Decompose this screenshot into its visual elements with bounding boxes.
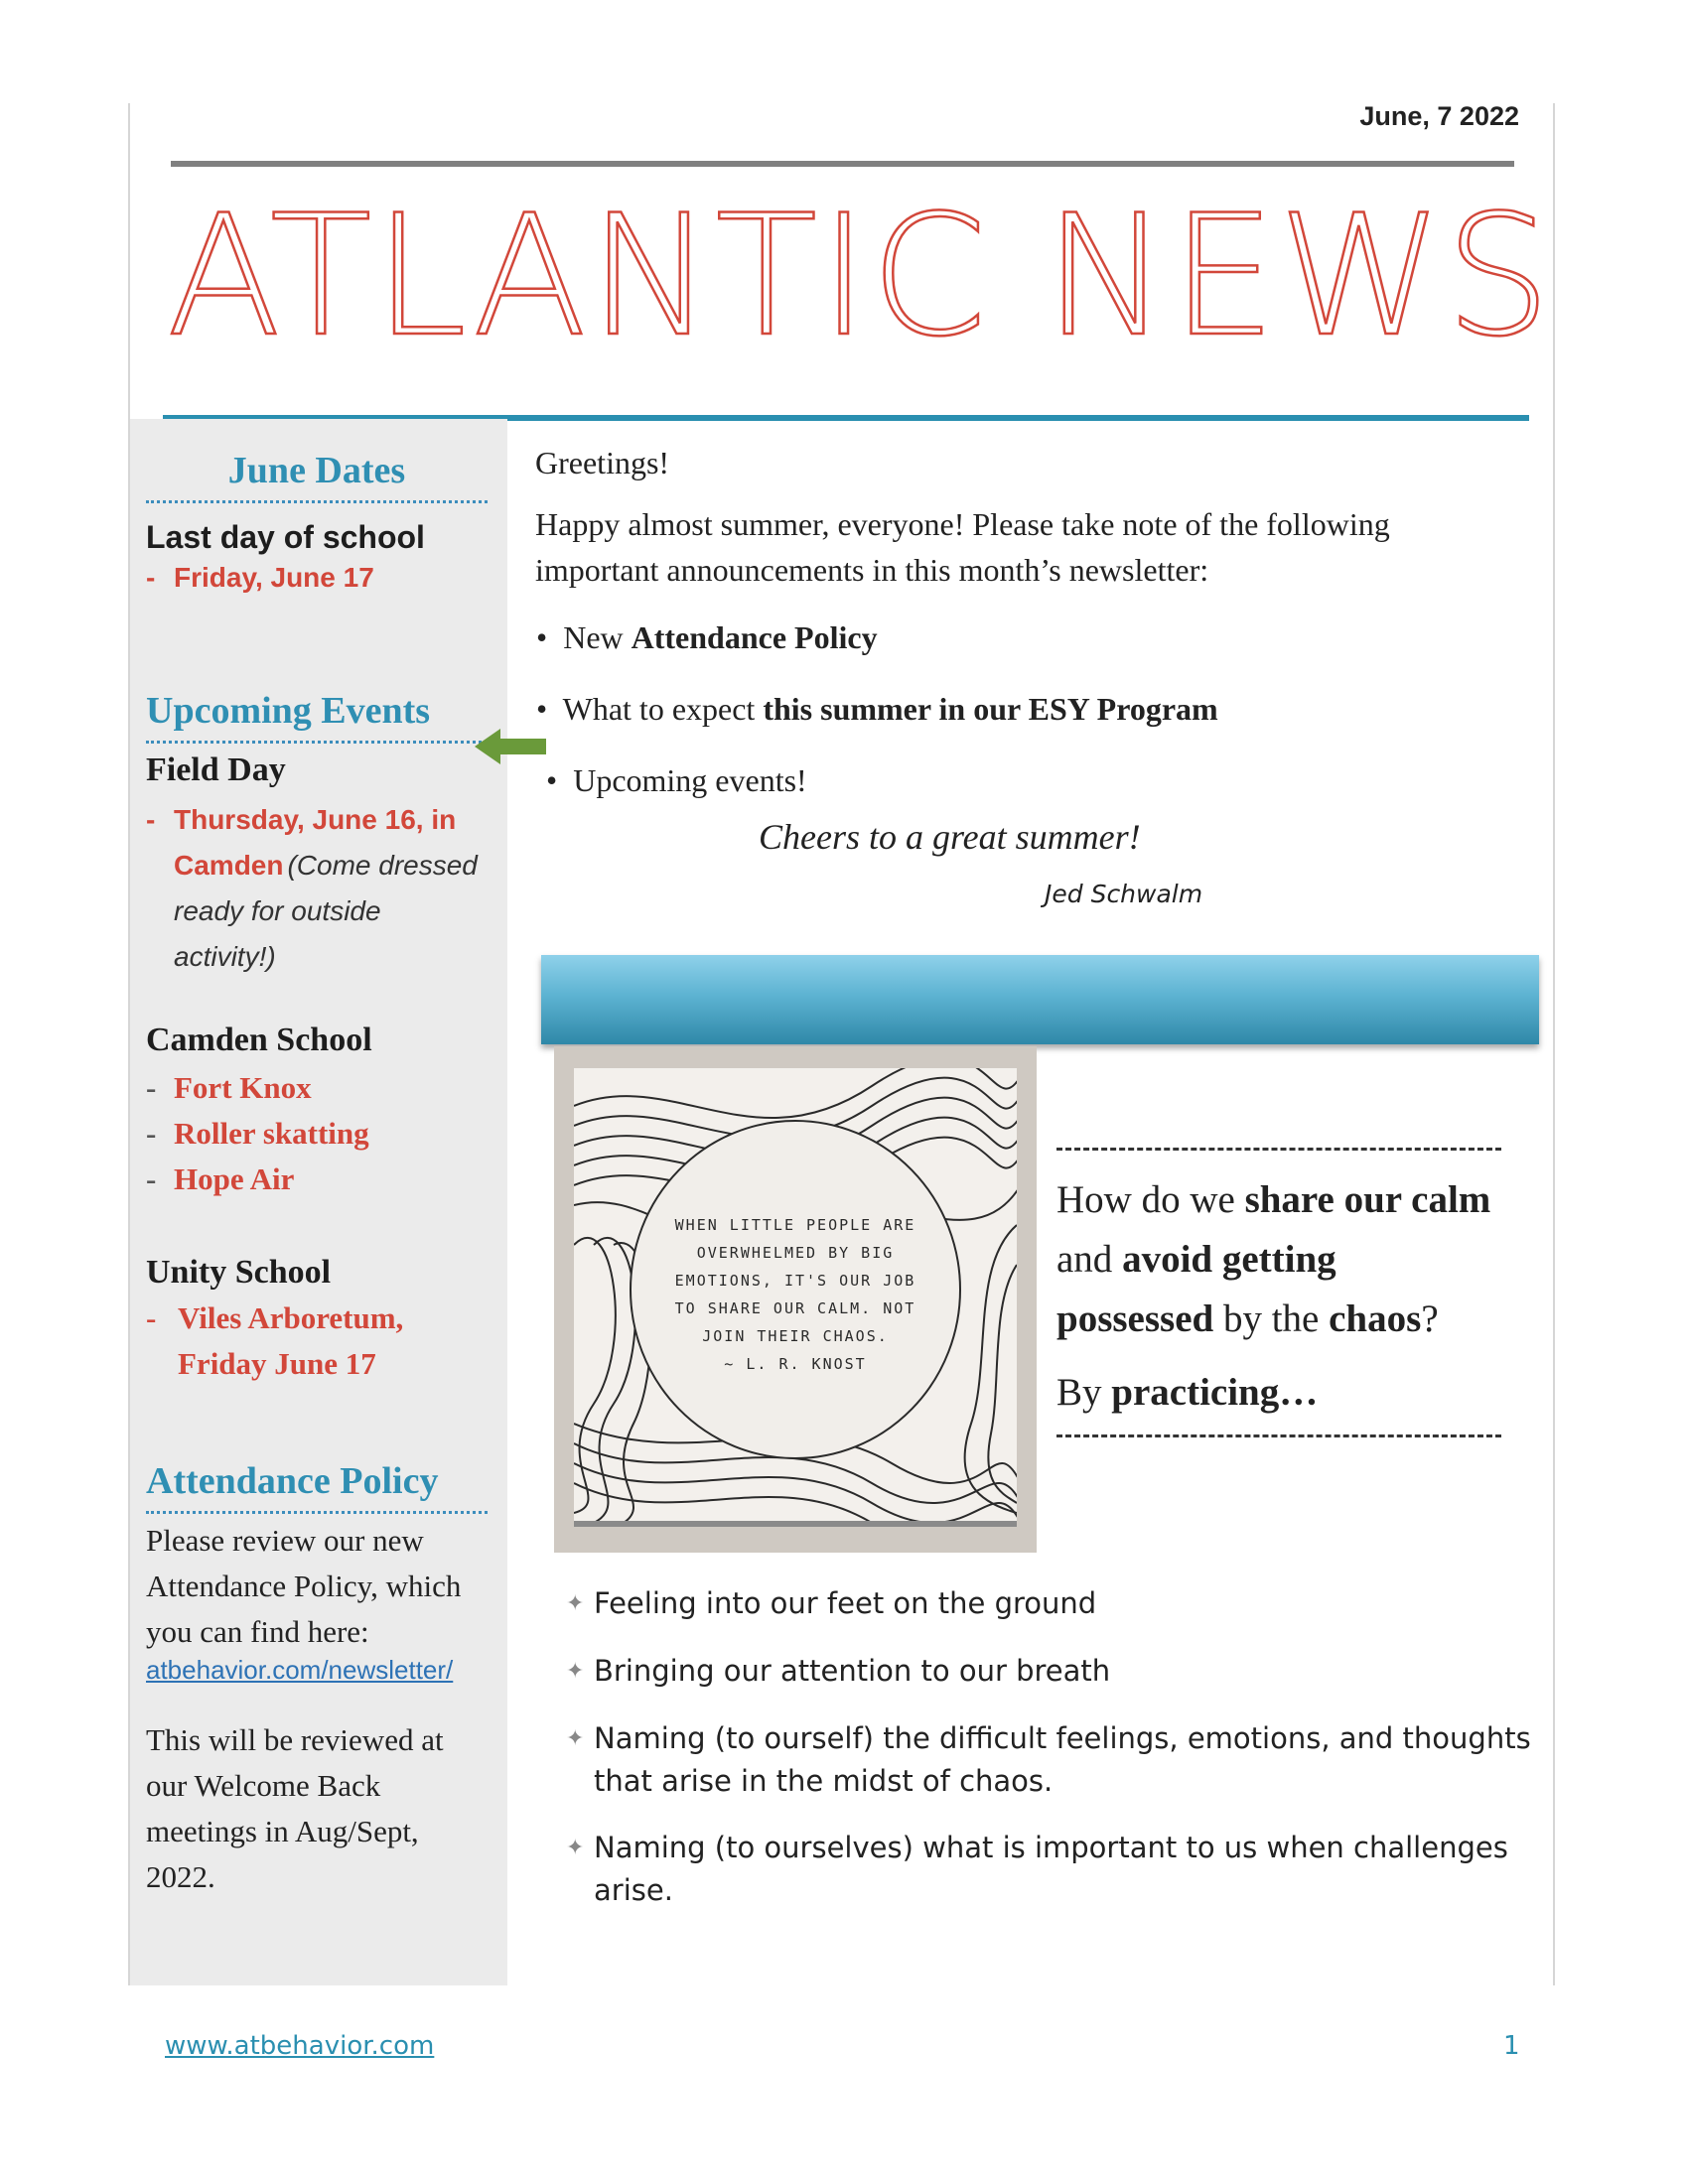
unity-item: - Viles Arboretum, Friday June 17 bbox=[146, 1300, 404, 1381]
issue-date: June, 7 2022 bbox=[1359, 101, 1519, 131]
last-day-date-text: Friday, June 17 bbox=[174, 562, 374, 593]
attendance-section bbox=[146, 1459, 488, 1900]
practice-item: ✦ Feeling into our feet on the ground bbox=[566, 1582, 1539, 1625]
masthead-title: ATLANTIC NEWS bbox=[167, 179, 1554, 373]
left-arrow-icon bbox=[475, 725, 550, 768]
signature: Jed Schwalm bbox=[1045, 880, 1203, 908]
question-box bbox=[1056, 1148, 1501, 1437]
camden-item: - Roller skatting bbox=[146, 1116, 369, 1151]
camden-item: - Hope Air bbox=[146, 1161, 295, 1196]
attendance-link[interactable]: atbehavior.com/newsletter/ bbox=[146, 1655, 454, 1685]
practice-item: ✦ Naming (to ourselves) what is important to us when challenges arise. bbox=[566, 1827, 1539, 1912]
june-dates-section bbox=[146, 449, 488, 594]
attendance-body: Please review our new Attendance Policy, which you can find here: bbox=[146, 1523, 462, 1649]
question-by: By practicing… bbox=[1056, 1371, 1319, 1414]
field-day-date: Thursday, June 16, in Camden bbox=[174, 804, 457, 881]
field-day-title: Field Day bbox=[146, 751, 286, 788]
quote-photo bbox=[554, 1046, 1037, 1553]
june-dates-heading: June Dates bbox=[146, 449, 488, 503]
page-number: 1 bbox=[1503, 2031, 1520, 2061]
sparkle-icon: ✦ bbox=[566, 1659, 585, 1684]
upcoming-events-heading: Upcoming Events bbox=[146, 689, 488, 744]
intro-text: Happy almost summer, everyone! Please take note of the following important announcements in this month’s newsletter: bbox=[535, 506, 1390, 588]
last-day-date: - Friday, June 17 bbox=[146, 562, 374, 593]
greeting: Greetings! bbox=[535, 445, 670, 480]
field-day-detail: - Thursday, June 16, in Camden (Come dressed ready for outside activity!) bbox=[146, 804, 478, 972]
bullet-item: • What to expect this summer in our ESY Program bbox=[536, 691, 1218, 727]
sparkle-icon: ✦ bbox=[566, 1591, 585, 1616]
top-rule bbox=[171, 161, 1514, 167]
sparkle-icon: ✦ bbox=[566, 1726, 585, 1751]
attendance-note: This will be reviewed at our Welcome Back meetings in Aug/Sept, 2022. bbox=[146, 1722, 444, 1894]
question-text: How do we share our calm and avoid getting possessed by the chaos? bbox=[1056, 1178, 1491, 1340]
practice-item: ✦ Naming (to ourself) the difficult feelings, emotions, and thoughts that arise in the midst of chaos. bbox=[566, 1717, 1539, 1803]
page-border-right bbox=[1553, 103, 1555, 1985]
camden-list bbox=[146, 1065, 488, 1202]
sparkle-icon: ✦ bbox=[566, 1836, 585, 1860]
camden-item: - Fort Knox bbox=[146, 1070, 312, 1105]
upcoming-events-section bbox=[146, 689, 488, 1387]
bullet-item: • Upcoming events! bbox=[546, 762, 807, 798]
camden-title: Camden School bbox=[146, 1022, 372, 1058]
sidebar bbox=[130, 419, 507, 1985]
field-day-note: (Come dressed ready for outside activity!) bbox=[174, 850, 478, 972]
unity-title: Unity School bbox=[146, 1254, 332, 1291]
bullet-item: • New Attendance Policy bbox=[536, 619, 878, 655]
quote-text: WHEN LITTLE PEOPLE ARE OVERWHELMED BY BIG EMOTIONS, IT'S OUR JOB TO SHARE OUR CALM. NOT JOIN THEIR CHAOS. ~ L. R. KNOST bbox=[674, 1216, 916, 1373]
cheers-text: Cheers to a great summer! bbox=[759, 817, 1141, 857]
attendance-heading: Attendance Policy bbox=[146, 1459, 488, 1514]
last-day-title: Last day of school bbox=[146, 519, 425, 555]
practice-item: ✦ Bringing our attention to our breath bbox=[566, 1650, 1539, 1693]
footer-website-link[interactable]: www.atbehavior.com bbox=[165, 2031, 435, 2061]
blue-banner bbox=[541, 955, 1539, 1044]
